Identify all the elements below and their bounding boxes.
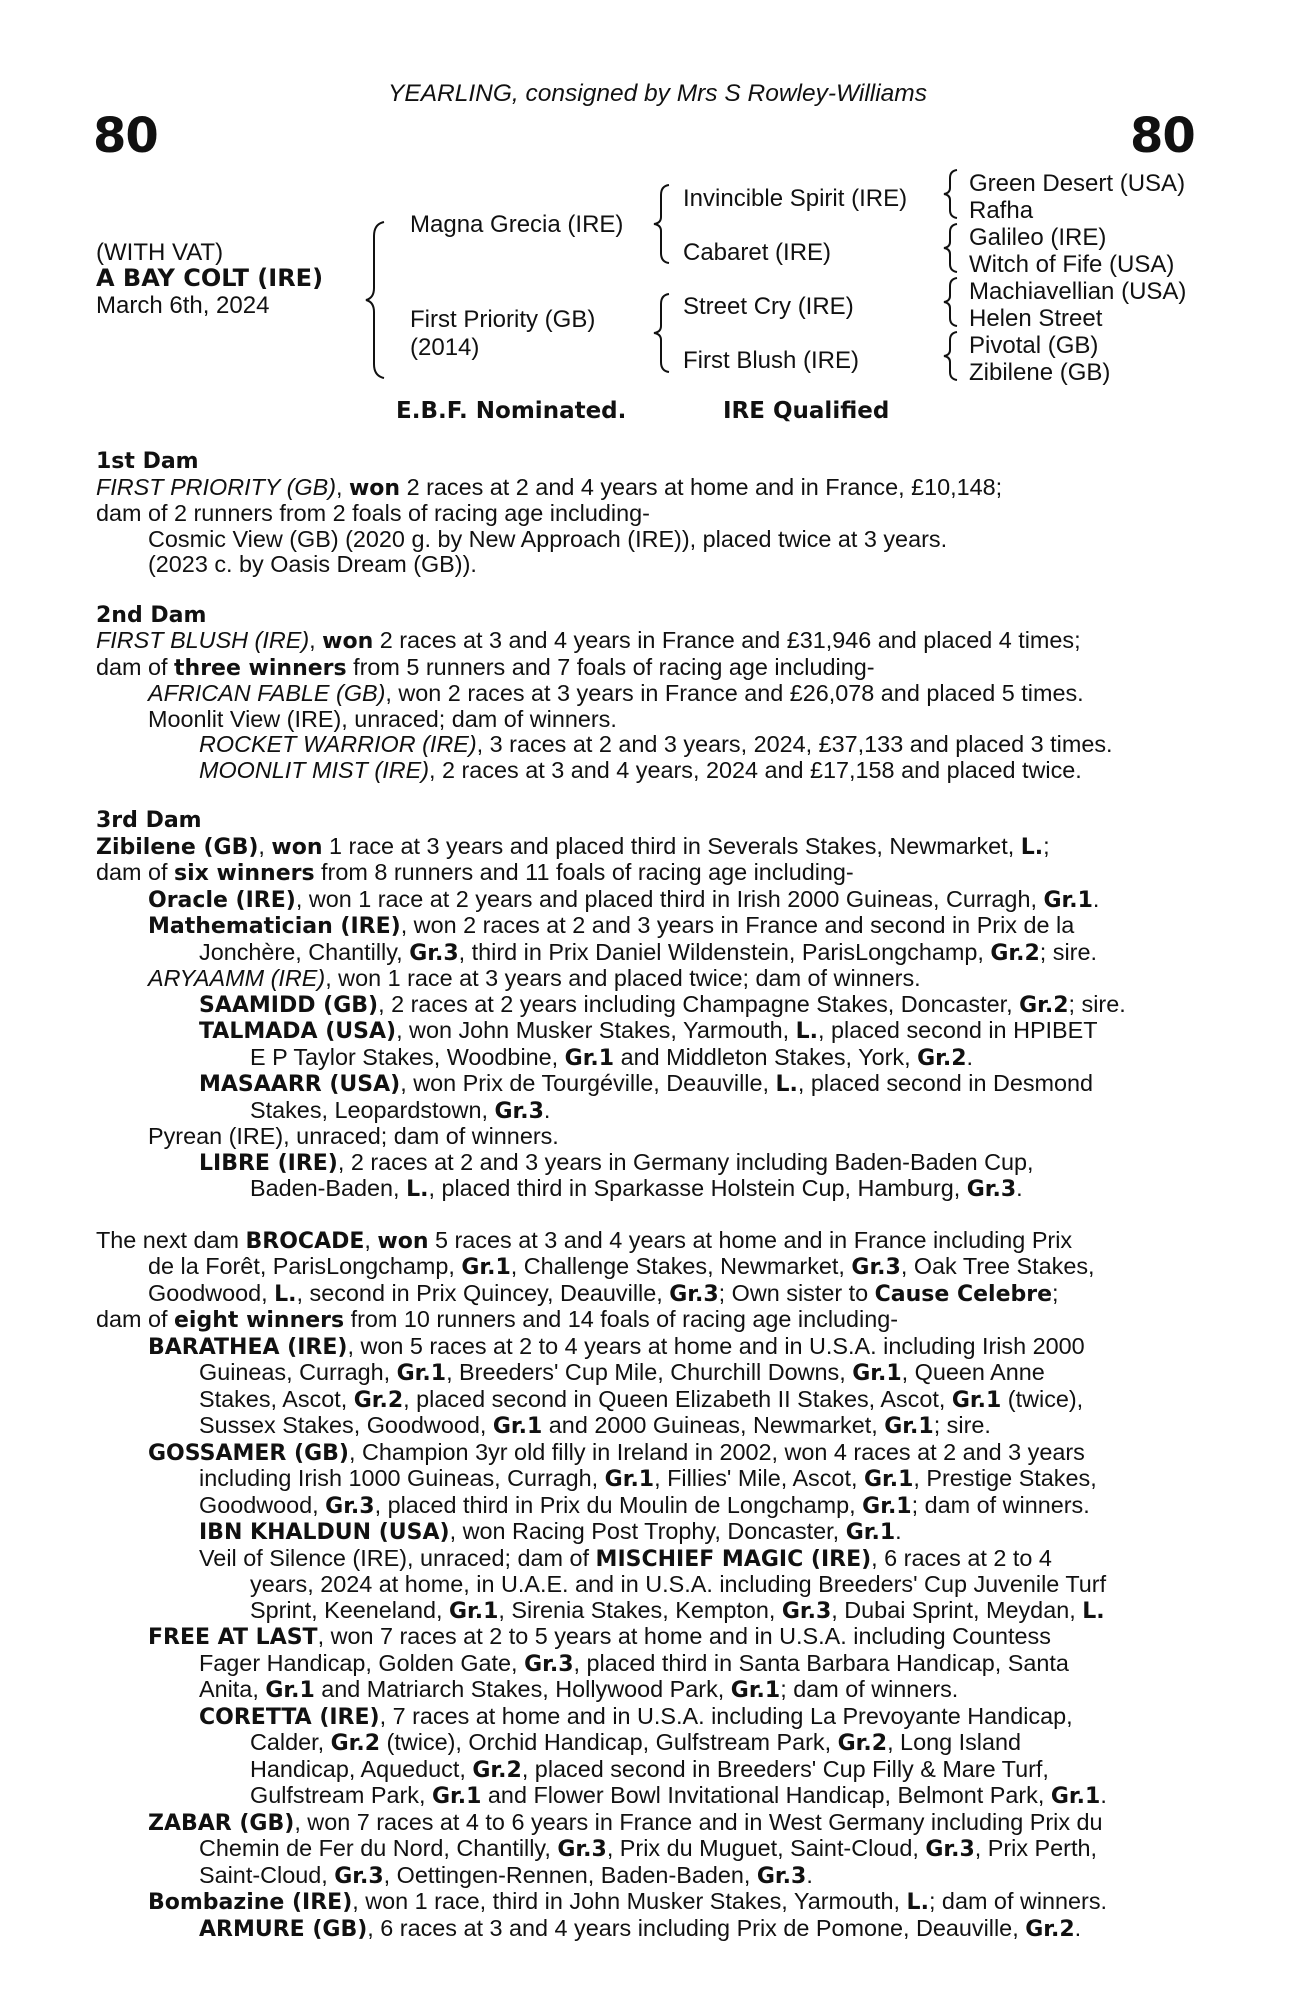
progeny-line (96, 1098, 1206, 1125)
text: , won 7 races at 2 to 5 years at home and in U.S.A. including Countess (317, 1623, 1051, 1649)
horse-text: ARYAAMM (IRE) (148, 965, 326, 991)
progeny-line: Moonlit View (IRE), unraced; dam of winners. (148, 705, 617, 732)
text: . (1092, 885, 1100, 912)
text: , third in Prix Daniel Wildenstein, ParisLongchamp, (458, 938, 991, 965)
text: , 6 races at 2 to 4 (871, 1544, 1052, 1571)
text: , Challenge Stakes, Newmarket, (510, 1253, 852, 1279)
horse-text: Bombazine (IRE) (148, 1890, 353, 1915)
text: , Prix du Muguet, Saint-Cloud, (606, 1835, 926, 1861)
grade-text: Gr.1 (461, 1255, 511, 1280)
text: , 6 races at 3 and 4 years including Prix de Pomone, Deauville, (367, 1914, 1026, 1941)
text: Chemin de Fer du Nord, Chantilly, (199, 1835, 558, 1861)
progeny-line: Cosmic View (GB) (2020 g. by New Approach (IRE)), placed twice at 3 years. (148, 525, 948, 552)
progeny-line (96, 1598, 1206, 1625)
grade-text: Gr.3 (494, 1098, 544, 1124)
text: from 10 runners and 14 foals of racing age including- (344, 1306, 899, 1332)
text: Baden-Baden, (250, 1175, 407, 1201)
text: ; Own sister to (718, 1279, 875, 1306)
horse-text: TALMADA (USA) (199, 1019, 397, 1044)
text: and Middleton Stakes, York, (614, 1043, 918, 1070)
grade-text: Gr.1 (564, 1045, 615, 1071)
progeny-line (96, 681, 1206, 707)
text: , won John Musker Stakes, Yarmouth, (396, 1017, 796, 1043)
text: , 7 races at home and in U.S.A. including La Prevoyante Handicap, (379, 1702, 1073, 1729)
grade-text: L. (406, 1177, 429, 1202)
grade-text: Gr.1 (863, 1467, 914, 1492)
text: ; sire. (1068, 990, 1126, 1017)
text: and 2000 Guineas, Newmarket, (542, 1412, 885, 1438)
progeny-line (96, 1519, 1206, 1546)
grade-text: Gr.3 (409, 940, 459, 966)
first-dam-line (96, 475, 1206, 502)
grade-text: L. (795, 1019, 819, 1044)
progeny-line (96, 1651, 1206, 1678)
text: and Flower Bowl Invitational Handicap, Belmont Park, (481, 1782, 1051, 1808)
progeny-line (96, 1387, 1206, 1414)
g3-8: Zibilene (GB) (969, 359, 1111, 386)
ire-qualified: IRE Qualified (723, 398, 890, 424)
text: from 8 runners and 11 foals of racing age including- (314, 859, 854, 885)
grade-text: Gr.2 (472, 1757, 522, 1783)
text: Sprint, Keeneland, (250, 1596, 449, 1623)
consignor-line: YEARLING, consigned by Mrs S Rowley-Williams (388, 80, 927, 107)
grade-text: Gr.1 (862, 1493, 912, 1519)
text: . (966, 1043, 974, 1070)
grade-text: L. (1020, 834, 1044, 860)
grade-text: Gr.1 (951, 1387, 1002, 1413)
lot-number-right: 80 (1130, 108, 1195, 164)
text: , (309, 627, 323, 653)
won-text: won (322, 629, 374, 654)
grade-text: Gr.1 (396, 1361, 447, 1386)
dam-name-text: BROCADE (245, 1228, 365, 1254)
grade-text: Gr.1 (604, 1467, 655, 1492)
sire-dam-name: Cabaret (IRE) (683, 239, 832, 266)
grade-text: Gr.1 (1043, 887, 1093, 913)
text: Veil of Silence (IRE), unraced; dam of (199, 1544, 596, 1571)
text: , placed second in Breeders' Cup Filly & Mare Turf, (521, 1755, 1049, 1782)
progeny-line: years, 2024 at home, in U.A.E. and in U.S.A. including Breeders' Cup Juvenile Turf (250, 1571, 1107, 1597)
second-dam-section (96, 603, 1206, 784)
g3-2: Rafha (969, 197, 1034, 224)
second-dam-title: 2nd Dam (96, 602, 207, 628)
progeny-line (96, 1863, 1206, 1890)
dam-dam-name: First Blush (IRE) (683, 347, 860, 374)
text: ; dam of winners. (928, 1888, 1108, 1914)
text: , won 7 races at 4 to 6 years in France and in West Germany including Prix du (294, 1808, 1103, 1835)
dam-name-text: FIRST PRIORITY (GB) (96, 473, 336, 500)
text: , 2 races at 2 years including Champagne Stakes, Doncaster, (378, 990, 1020, 1017)
text: , Prix Perth, (974, 1835, 1097, 1861)
text: ; (1043, 832, 1050, 859)
progeny-line (96, 1413, 1206, 1440)
next-dam-section (96, 1228, 1206, 1943)
text: ; (1052, 1279, 1059, 1306)
text: . (1074, 1914, 1082, 1941)
grade-text: Gr.3 (756, 1863, 807, 1889)
next-dam-line (96, 1281, 1206, 1308)
text: , 2 races at 2 and 3 years in Germany including Baden-Baden Cup, (337, 1148, 1034, 1175)
text: , won 2 races at 2 and 3 years in France and second in Prix de la (400, 912, 1075, 938)
sire-sire-name: Invincible Spirit (IRE) (683, 185, 908, 212)
winners-count: three winners (174, 655, 347, 681)
grade-text: Gr.3 (966, 1177, 1017, 1202)
grade-text: Gr.1 (431, 1784, 482, 1809)
progeny-line (96, 887, 1206, 914)
horse-text: SAAMIDD (GB) (199, 992, 379, 1018)
progeny-line (96, 1810, 1206, 1837)
grade-text: Gr.1 (845, 1520, 896, 1545)
grade-text: L. (274, 1281, 297, 1307)
horse-text: MISCHIEF MAGIC (IRE) (595, 1546, 872, 1572)
grade-text: Gr.2 (353, 1387, 404, 1413)
text: , Oak Tree Stakes, (900, 1253, 1095, 1279)
won-text: won (348, 475, 401, 501)
text: The next dam (96, 1226, 246, 1253)
text: Guineas, Curragh, (199, 1359, 397, 1385)
next-dam-line (96, 1307, 1206, 1334)
ebf-nominated: E.B.F. Nominated. (396, 398, 627, 424)
text: , placed third in Prix du Moulin de Longchamp, (374, 1491, 863, 1518)
first-dam-section (96, 449, 1206, 578)
text: ; dam of winners. (911, 1491, 1090, 1518)
grade-text: Gr.1 (448, 1598, 499, 1624)
text: , Long Island (887, 1729, 1022, 1755)
progeny-line (96, 1783, 1206, 1810)
winners-count: eight winners (174, 1308, 345, 1333)
grade-text: Gr.1 (1050, 1784, 1101, 1809)
third-dam-section (96, 808, 1206, 1203)
text: , won 2 races at 3 years in France and £26,078 and placed 5 times. (385, 680, 1084, 706)
text: Goodwood, (199, 1491, 326, 1518)
text: . (895, 1518, 902, 1544)
text: ; sire. (1039, 938, 1097, 965)
text: , Oettingen-Rennen, Baden-Baden, (383, 1861, 757, 1888)
text: 1 race at 3 years and placed third in Severals Stakes, Newmarket, (322, 832, 1021, 859)
text: ; sire. (933, 1412, 991, 1438)
progeny-line (96, 1624, 1206, 1651)
progeny-line (96, 1150, 1206, 1177)
grade-text: Gr.3 (524, 1651, 574, 1677)
horse-text: ARMURE (GB) (199, 1916, 368, 1942)
first-dam-line: dam of 2 runners from 2 foals of racing age including- (96, 500, 650, 526)
text: Sussex Stakes, Goodwood, (199, 1412, 493, 1438)
text: from 5 runners and 7 foals of racing age including- (346, 653, 875, 680)
horse-text: Mathematician (IRE) (148, 914, 401, 939)
progeny-line (96, 1889, 1206, 1916)
progeny-line (96, 1677, 1206, 1704)
horse-text: ROCKET WARRIOR (IRE) (199, 731, 477, 757)
pedigree-brace-g3-3 (942, 276, 960, 328)
text: and Matriarch Stakes, Hollywood Park, (314, 1676, 731, 1702)
pedigree-brace-main (362, 220, 392, 380)
progeny-line (96, 1045, 1206, 1072)
horse-text: CORETTA (IRE) (199, 1704, 380, 1730)
grade-text: Gr.3 (925, 1837, 975, 1862)
text: Fager Handicap, Golden Gate, (199, 1649, 525, 1676)
text: Stakes, Leopardstown, (250, 1096, 495, 1123)
text: , (258, 832, 272, 859)
progeny-line: Pyrean (IRE), unraced; dam of winners. (148, 1123, 559, 1149)
progeny-line: (2023 c. by Oasis Dream (GB)). (148, 551, 477, 577)
won-text: won (271, 834, 323, 860)
text: . (1100, 1782, 1107, 1808)
text: de la Forêt, ParisLongchamp, (148, 1253, 462, 1279)
g3-6: Helen Street (969, 305, 1103, 332)
progeny-line (96, 1071, 1206, 1098)
grade-text: Gr.1 (884, 1414, 934, 1439)
third-dam-line (96, 834, 1206, 861)
progeny-line (96, 1730, 1206, 1757)
dam-sections (96, 449, 1206, 1967)
text: Anita, (199, 1676, 266, 1702)
text: , Breeders' Cup Mile, Churchill Downs, (446, 1359, 853, 1385)
text: (twice), (1001, 1385, 1084, 1412)
text: 5 races at 3 and 4 years at home and in France including Prix (428, 1226, 1073, 1253)
grade-text: Gr.3 (669, 1281, 719, 1307)
text: Goodwood, (148, 1279, 275, 1306)
text: , Fillies' Mile, Ascot, (654, 1465, 864, 1491)
text: , won 1 race, third in John Musker Stakes, Yarmouth, (352, 1888, 907, 1914)
grade-text: Gr.2 (837, 1731, 888, 1756)
text: , 2 races at 3 and 4 years, 2024 and £17,158 and placed twice. (429, 756, 1082, 783)
text: ; dam of winners. (780, 1676, 959, 1702)
lot-number-left: 80 (93, 108, 158, 164)
text: , placed second in Queen Elizabeth II Stakes, Ascot, (403, 1385, 952, 1412)
text: 2 races at 2 and 4 years at home and in France, £10,148; (400, 473, 1003, 500)
text: Jonchère, Chantilly, (199, 938, 410, 965)
text: E P Taylor Stakes, Woodbine, (250, 1043, 565, 1070)
text: , placed second in Desmond (797, 1070, 1094, 1096)
dam-name-text: Zibilene (GB) (96, 834, 259, 860)
dam-name: First Priority (GB) (410, 306, 596, 333)
progeny-line (96, 1176, 1206, 1203)
first-dam-title: 1st Dam (96, 449, 199, 474)
text: 2 races at 3 and 4 years in France and £31,946 and placed 4 times; (373, 627, 1081, 653)
progeny-line (96, 1018, 1206, 1045)
text: , Prestige Stakes, (913, 1465, 1097, 1491)
grade-text: Gr.2 (330, 1731, 381, 1756)
pedigree-brace-g3-4 (942, 330, 960, 382)
progeny-line (96, 913, 1206, 940)
dam-sire-name: Street Cry (IRE) (683, 293, 854, 320)
grade-text: Gr.1 (492, 1414, 543, 1439)
grade-text: Gr.2 (1019, 992, 1069, 1018)
g3-5: Machiavellian (USA) (969, 278, 1187, 305)
text: , placed third in Sparkasse Holstein Cup, Hamburg, (428, 1175, 967, 1201)
horse-text: BARATHEA (IRE) (148, 1334, 348, 1360)
horse-text: ZABAR (GB) (148, 1810, 295, 1836)
pedigree-brace-sire (651, 183, 673, 265)
progeny-line (96, 1916, 1206, 1943)
text: , won Racing Post Trophy, Doncaster, (449, 1518, 846, 1544)
text: Calder, (250, 1729, 331, 1755)
won-text: won (377, 1228, 429, 1254)
grade-text: Gr.2 (990, 940, 1040, 966)
horse-text: IBN KHALDUN (USA) (199, 1520, 450, 1545)
text: including Irish 1000 Guineas, Curragh, (199, 1465, 605, 1491)
grade-text: Gr.1 (730, 1678, 781, 1703)
text: (twice), Orchid Handicap, Gulfstream Park, (380, 1729, 838, 1755)
text: , placed third in Santa Barbara Handicap, Santa (573, 1649, 1069, 1676)
foaling-date: March 6th, 2024 (96, 292, 270, 319)
progeny-line (96, 1493, 1206, 1520)
text: , placed second in HPIBET (818, 1017, 1098, 1043)
text: , 3 races at 2 and 3 years, 2024, £37,133 and placed 3 times. (476, 731, 1113, 757)
grade-text: Gr.3 (851, 1255, 901, 1280)
horse-text: AFRICAN FABLE (GB) (148, 680, 386, 706)
text: , second in Prix Quincey, Deauville, (296, 1279, 670, 1306)
pedigree-brace-g3-2 (942, 222, 960, 274)
g3-3: Galileo (IRE) (969, 224, 1107, 251)
progeny-line (96, 758, 1206, 784)
text: , won 1 race at 2 years and placed third in Irish 2000 Guineas, Curragh, (295, 885, 1044, 912)
text: , won Prix de Tourgéville, Deauville, (400, 1070, 776, 1096)
next-dam-line (96, 1228, 1206, 1255)
winners-count: six winners (174, 861, 315, 886)
g3-1: Green Desert (USA) (969, 170, 1186, 197)
progeny-line (96, 992, 1206, 1019)
grade-text: Gr.3 (325, 1493, 375, 1519)
grade-text: Gr.1 (265, 1678, 315, 1703)
text: dam of (96, 859, 175, 885)
grade-text: Gr.3 (781, 1598, 832, 1624)
second-dam-line (96, 628, 1206, 655)
progeny-line (96, 966, 1206, 992)
progeny-line (96, 1360, 1206, 1387)
text: dam of (96, 653, 175, 680)
text: , (335, 473, 349, 500)
text: , won 5 races at 2 to 4 years at home and in U.S.A. including Irish 2000 (347, 1332, 1085, 1359)
grade-text: Gr.2 (1025, 1916, 1075, 1942)
text: Gulfstream Park, (250, 1782, 432, 1808)
progeny-line (96, 1466, 1206, 1493)
text: . (806, 1861, 813, 1888)
pedigree-brace-g3-1 (942, 168, 960, 220)
text: Handicap, Aqueduct, (250, 1755, 473, 1782)
g3-4: Witch of Fife (USA) (969, 251, 1175, 278)
grade-text: Gr.3 (557, 1837, 607, 1862)
third-dam-line (96, 860, 1206, 887)
text: Saint-Cloud, (199, 1861, 335, 1888)
grade-text: L. (906, 1890, 929, 1915)
text: , Dubai Sprint, Meydan, (831, 1596, 1083, 1623)
horse-text: Cause Celebre (874, 1281, 1053, 1307)
progeny-line (96, 1836, 1206, 1863)
text: , won 1 race at 3 years and placed twice; dam of winners. (325, 965, 921, 991)
grade-text: Gr.1 (852, 1361, 902, 1386)
dam-name-text: FIRST BLUSH (IRE) (96, 627, 310, 653)
progeny-line (96, 732, 1206, 758)
pedigree-brace-dam (651, 292, 673, 374)
progeny-line (96, 1334, 1206, 1361)
progeny-line (96, 1546, 1206, 1573)
text: . (1016, 1175, 1023, 1201)
vat-label: (WITH VAT) (96, 239, 224, 266)
horse-text: FREE AT LAST (148, 1625, 318, 1650)
text: , Queen Anne (901, 1359, 1045, 1385)
horse-text: GOSSAMER (GB) (148, 1440, 349, 1466)
text: . (543, 1096, 551, 1123)
horse-text: MOONLIT MIST (IRE) (199, 756, 430, 783)
horse-text: LIBRE (IRE) (199, 1150, 338, 1176)
grade-text: Gr.3 (334, 1863, 384, 1889)
third-dam-title: 3rd Dam (96, 808, 202, 833)
progeny-line (96, 1757, 1206, 1784)
progeny-line (96, 1704, 1206, 1731)
horse-name: A BAY COLT (IRE) (96, 264, 324, 292)
text: , Sirenia Stakes, Kempton, (498, 1596, 782, 1623)
text: Stakes, Ascot, (199, 1385, 354, 1412)
g3-7: Pivotal (GB) (969, 332, 1099, 359)
second-dam-line (96, 655, 1206, 682)
text: , Champion 3yr old filly in Ireland in 2002, won 4 races at 2 and 3 years (348, 1438, 1085, 1465)
grade-text: L. (1082, 1598, 1105, 1624)
next-dam-line (96, 1254, 1206, 1281)
horse-text: Oracle (IRE) (148, 887, 296, 913)
text: , (364, 1226, 378, 1253)
dam-year: (2014) (410, 334, 480, 361)
progeny-line (96, 940, 1206, 967)
sire-name: Magna Grecia (IRE) (410, 211, 624, 238)
text: dam of (96, 1306, 175, 1332)
grade-text: Gr.2 (917, 1045, 967, 1071)
horse-text: MASAARR (USA) (199, 1072, 401, 1097)
grade-text: L. (775, 1072, 798, 1097)
progeny-line (96, 1440, 1206, 1467)
